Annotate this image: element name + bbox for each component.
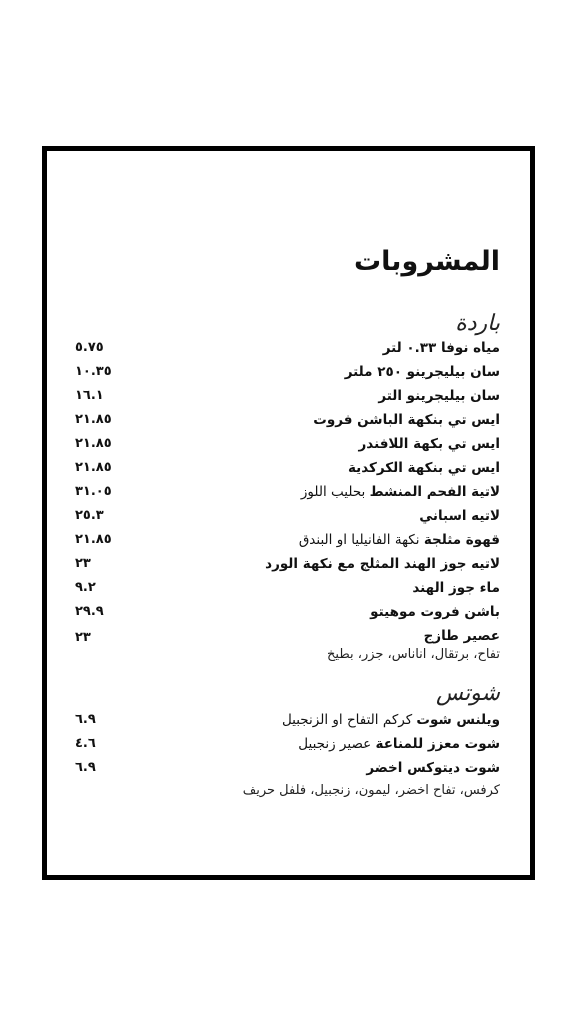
item-price: ٢١.٨٥ xyxy=(75,412,112,427)
item-price: ٢٣ xyxy=(75,556,91,571)
menu-item xyxy=(47,505,530,529)
menu-item xyxy=(47,361,530,385)
item-description: نكهة الفانيليا او البندق xyxy=(298,532,420,548)
item-name: ايس تي بكهة اللافندر xyxy=(358,436,500,452)
item-price: ٩.٢ xyxy=(75,580,96,595)
item-price: ٣١.٠٥ xyxy=(75,484,112,499)
item-price: ٤.٦ xyxy=(75,736,96,751)
menu-item xyxy=(47,625,530,669)
menu-item xyxy=(47,709,530,733)
item-name: عصير طازج xyxy=(423,628,500,644)
item-name: مياه نوفا ٠.٣٣ لتر xyxy=(382,340,500,356)
item-name: شوت ديتوكس اخضر xyxy=(366,760,500,776)
item-description: كركم التفاح او الزنجبيل xyxy=(281,712,413,728)
item-price: ٢٣ xyxy=(75,630,91,645)
item-price: ٢١.٨٥ xyxy=(75,460,112,475)
menu-item xyxy=(47,577,530,601)
item-description: عصير زنجبيل xyxy=(298,736,372,752)
item-name: قهوة مثلجة xyxy=(423,532,500,548)
item-price: ٢٥.٣ xyxy=(75,508,104,523)
section-title-cold: باردة xyxy=(455,311,500,336)
menu-item xyxy=(47,457,530,481)
item-price: ٢٩.٩ xyxy=(75,604,104,619)
item-name: ايس تي بنكهة الكركدية xyxy=(348,460,500,476)
menu-item xyxy=(47,433,530,457)
menu-item xyxy=(47,529,530,553)
item-name: سان بيليجرينو ٢٥٠ ملتر xyxy=(344,364,500,380)
item-ingredients: كرفس، تفاح اخضر، ليمون، زنجبيل، فلفل حريف xyxy=(242,783,500,798)
item-name: سان بيليجرينو التر xyxy=(378,388,500,404)
item-price: ٢١.٨٥ xyxy=(75,532,112,547)
item-name: شوت معزز للمناعة xyxy=(375,736,500,752)
menu-item xyxy=(47,553,530,577)
item-name: ماء جوز الهند xyxy=(412,580,500,596)
item-ingredients: تفاح، برتقال، اناناس، جزر، بطيخ xyxy=(327,647,500,662)
item-price: ٦.٩ xyxy=(75,712,96,727)
page-title: المشروبات xyxy=(354,246,500,277)
menu-item xyxy=(47,385,530,409)
menu-item xyxy=(47,733,530,757)
menu-item xyxy=(47,757,530,803)
menu-item xyxy=(47,601,530,625)
item-name: باشن فروت موهيتو xyxy=(370,604,500,620)
menu-item xyxy=(47,409,530,433)
item-name: لاتية الفحم المنشط xyxy=(369,484,500,500)
item-price: ١٦.١ xyxy=(75,388,104,403)
item-name: لاتيه اسباني xyxy=(419,508,500,524)
item-price: ٦.٩ xyxy=(75,760,96,775)
shots-list xyxy=(47,709,530,803)
section-title-shots: شوتس xyxy=(436,681,500,706)
item-price: ٥.٧٥ xyxy=(75,340,104,355)
menu-item xyxy=(47,337,530,361)
item-name: ويلنس شوت xyxy=(416,712,500,728)
item-description: بحليب اللوز xyxy=(300,484,366,500)
item-name: لاتيه جوز الهند المثلج مع نكهة الورد xyxy=(265,556,500,572)
item-price: ١٠.٣٥ xyxy=(75,364,112,379)
item-price: ٢١.٨٥ xyxy=(75,436,112,451)
item-name: ايس تي بنكهة الباشن فروت xyxy=(313,412,500,428)
menu-item xyxy=(47,481,530,505)
cold-drinks-list xyxy=(47,337,530,669)
menu-page-frame xyxy=(42,146,535,880)
